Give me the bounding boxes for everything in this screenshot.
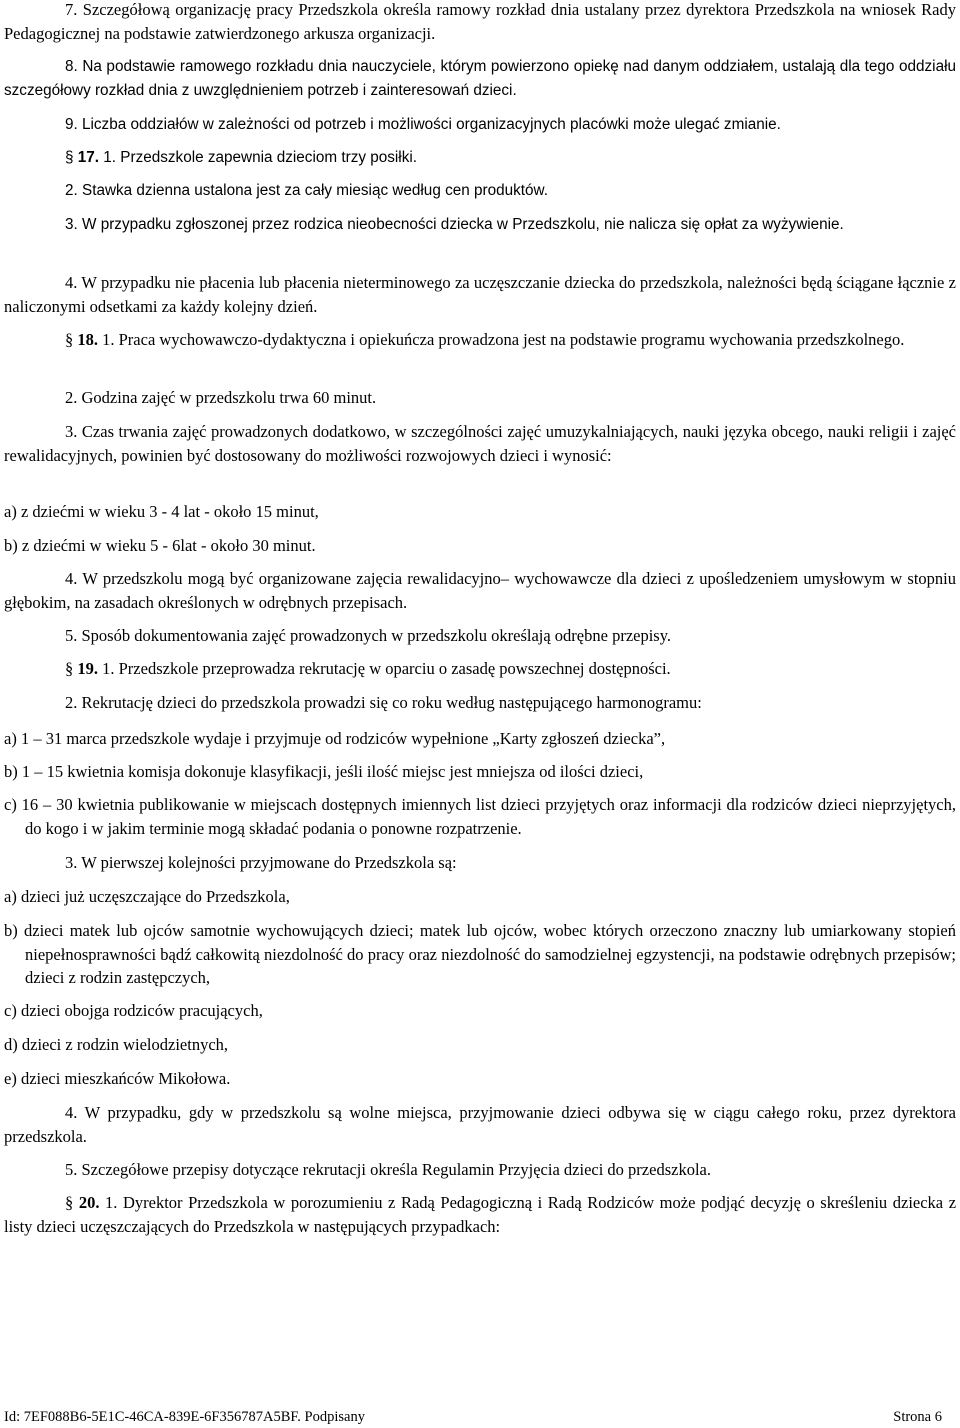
- list-item: b) 1 – 15 kwietnia komisja dokonuje klasyfikacji, jeśli ilość miejsc jest mniejsza od ilości dzieci,: [4, 762, 644, 781]
- paragraph: 3. Czas trwania zajęć prowadzonych dodatkowo, w szczególności zajęć umuzykalniających, nauki języka obcego, nauki religii i zajęć rewalidacyjnych, powinien być dostosowany do możliwości rozwojowych dzieci i wynosić:: [4, 422, 956, 465]
- list-item: a) dzieci już uczęszczające do Przedszkola,: [4, 887, 290, 906]
- section-paragraph: [4, 657, 956, 681]
- paragraph: 2. Rekrutację dzieci do przedszkola prowadzi się co roku według następującego harmonogramu:: [65, 693, 702, 712]
- section-sign: §: [65, 149, 74, 166]
- paragraph: 8. Na podstawie ramowego rozkładu dnia nauczyciele, którym powierzono opiekę nad danym oddziałem, ustalają dla tego oddziału szczegółowy rozkład dnia z uwzględnieniem potrzeb i zainteresowań dzieci.: [4, 58, 956, 99]
- list-item: a) z dziećmi w wieku 3 - 4 lat - około 15 minut,: [4, 502, 319, 521]
- document-id: Id: 7EF088B6-5E1C-46CA-839E-6F356787A5BF. Podpisany: [4, 1409, 365, 1425]
- list-item: d) dzieci z rodzin wielodzietnych,: [4, 1035, 229, 1054]
- list-item: b) dzieci matek lub ojców samotnie wychowujących dzieci; matek lub ojców, wobec których orzeczono znaczny lub umiarkowany stopień niepełnosprawności bądź całkowitą niezdolność do pracy oraz niezdolność do samodzielnej egzystencji, na podstawie odrębnych przepisów; dzieci z rodzin zastępczych,: [4, 921, 956, 987]
- section-paragraph: [4, 1191, 956, 1238]
- paragraph-text: 1. Dyrektor Przedszkola w porozumieniu z Radą Pedagogiczną i Radą Rodziców może podjąć decyzję o skreśleniu dziecka z listy dzieci uczęszczających do Przedszkola w następujących przypadkach:: [4, 1193, 957, 1236]
- section-sign: §: [65, 330, 74, 349]
- paragraph: 9. Liczba oddziałów w zależności od potrzeb i możliwości organizacyjnych placówki może ulegać zmianie.: [65, 116, 781, 133]
- paragraph: 5. Sposób dokumentowania zajęć prowadzonych w przedszkolu określają odrębne przepisy.: [65, 626, 672, 645]
- paragraph-text: 1. Praca wychowawczo-dydaktyczna i opiekuńcza prowadzona jest na podstawie programu wychowania przedszkolnego.: [98, 330, 905, 349]
- paragraph: 3. W pierwszej kolejności przyjmowane do Przedszkola są:: [65, 853, 457, 872]
- section-sign: §: [65, 1193, 74, 1212]
- paragraph: 4. W przypadku nie płacenia lub płacenia nieterminowego za uczęszczanie dziecka do przedszkola, należności będą ściągane łącznie z naliczonymi odsetkami za każdy kolejny dzień.: [4, 273, 956, 316]
- list-item: b) z dziećmi w wieku 5 - 6lat - około 30 minut.: [4, 536, 316, 555]
- list-item: a) 1 – 31 marca przedszkole wydaje i przyjmuje od rodziców wypełnione „Karty zgłoszeń dziecka”,: [4, 729, 666, 748]
- paragraph: 5. Szczegółowe przepisy dotyczące rekrutacji określa Regulamin Przyjęcia dzieci do przedszkola.: [65, 1160, 711, 1179]
- paragraph-text: 1. Przedszkole zapewnia dzieciom trzy posiłki.: [99, 149, 417, 166]
- page-number: Strona 6: [893, 1409, 942, 1425]
- section-number: 19.: [77, 659, 98, 678]
- section-paragraph: [4, 146, 956, 170]
- list-item: e) dzieci mieszkańców Mikołowa.: [4, 1069, 231, 1088]
- paragraph: 2. Stawka dzienna ustalona jest za cały miesiąc według cen produktów.: [65, 182, 548, 199]
- paragraph-text: 1. Przedszkole przeprowadza rekrutację w oparciu o zasadę powszechnej dostępności.: [98, 659, 671, 678]
- list-item: c) dzieci obojga rodziców pracujących,: [4, 1001, 263, 1020]
- list-item: c) 16 – 30 kwietnia publikowanie w miejscach dostępnych imiennych list dzieci przyjętych oraz informacji dla rodziców dzieci nieprzyjętych, do kogo i w jakim terminie mogą składać podania o ponowne rozpatrzenie.: [4, 795, 956, 838]
- paragraph: 2. Godzina zajęć w przedszkolu trwa 60 minut.: [65, 388, 377, 407]
- paragraph: 4. W przypadku, gdy w przedszkolu są wolne miejsca, przyjmowanie dzieci odbywa się w ciągu całego roku, przez dyrektora przedszkola.: [4, 1103, 956, 1146]
- section-paragraph: [4, 328, 956, 352]
- section-number: 18.: [77, 330, 98, 349]
- paragraph: 7. Szczegółową organizację pracy Przedszkola określa ramowy rozkład dnia ustalany przez dyrektora Przedszkola na wniosek Rady Pedagogicznej na podstawie zatwierdzonego arkusza organizacji.: [4, 0, 956, 43]
- section-number: 17.: [77, 149, 100, 166]
- paragraph: 4. W przedszkolu mogą być organizowane zajęcia rewalidacyjno– wychowawcze dla dzieci z upośledzeniem umysłowym w stopniu głębokim, na zasadach określonych w odrębnych przepisach.: [4, 569, 956, 612]
- paragraph: 3. W przypadku zgłoszonej przez rodzica nieobecności dziecka w Przedszkolu, nie nalicza się opłat za wyżywienie.: [65, 216, 844, 233]
- section-number: 20.: [78, 1193, 100, 1212]
- section-sign: §: [65, 659, 74, 678]
